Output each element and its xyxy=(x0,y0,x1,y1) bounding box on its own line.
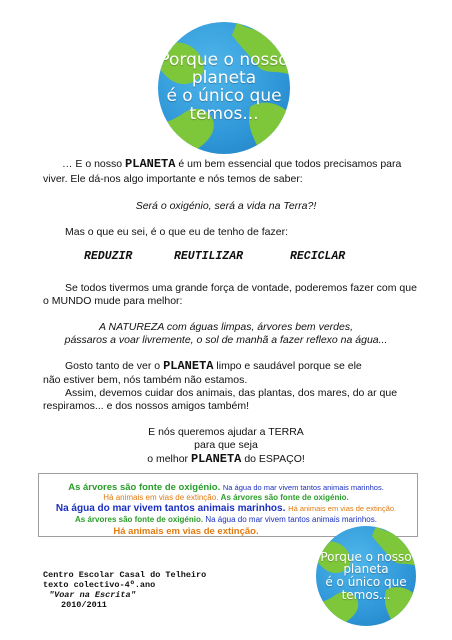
globe-line-3: é o único que xyxy=(166,86,282,106)
globe-caption xyxy=(158,22,290,154)
paragraph-1-line-2: viver. Ele dá-nos algo importante e nós temos de saber: xyxy=(43,173,303,185)
box-line-2 xyxy=(0,493,452,502)
question-line: Será o oxigénio, será a vida na Terra?! xyxy=(135,200,317,212)
globe-line-1: Porque o nosso xyxy=(159,50,289,71)
footer xyxy=(43,570,206,610)
closing-pre: o melhor xyxy=(147,453,189,465)
globe-line-2: planeta xyxy=(343,562,389,577)
paragraph-4-line-2: não estiver bem, nós também não estamos. xyxy=(43,374,248,386)
globe-logo-bottom xyxy=(316,526,416,626)
paragraph-3-line-1: Se todos tivermos uma grande força de vontade, poderemos fazer com que xyxy=(65,282,417,294)
box-line-1 xyxy=(0,482,452,493)
footer-project: "Voar na Escrita" xyxy=(49,590,136,600)
footer-text: texto colectivo-4º.ano xyxy=(43,580,156,590)
box-trees-text: As árvores são fonte de oxigénio. xyxy=(68,482,221,493)
vision-line-1: A NATUREZA com águas limpas, árvores bem verdes, xyxy=(98,321,354,333)
box-trees-text: As árvores são fonte de oxigénio. xyxy=(75,515,204,524)
planeta-word: PLANETA xyxy=(163,359,214,373)
box-extinct-text: Há animais em vias de extinção. xyxy=(113,526,259,537)
paragraph-4-line-1 xyxy=(65,360,362,373)
globe-logo-top xyxy=(158,22,290,154)
paragraph-3-line-2: o MUNDO mude para melhor: xyxy=(43,295,183,307)
globe-line-3: é o único que xyxy=(325,575,407,589)
intro-line: Mas o que eu sei, é o que eu de tenho de fazer: xyxy=(65,226,288,238)
planeta-word: PLANETA xyxy=(125,157,176,171)
verb-reduzir: REDUZIR xyxy=(84,250,133,263)
para1-rest: é um bem essencial que todos precisamos para xyxy=(178,158,402,170)
box-sea-text: Na água do mar vivem tantos animais marinhos. xyxy=(205,515,377,524)
box-sea-text: Na água do mar vivem tantos animais marinhos. xyxy=(222,483,384,492)
box-extinct-text: Há animais em vias de extinção. xyxy=(288,504,397,513)
globe-line-1: Porque o nosso xyxy=(320,549,412,564)
box-line-4 xyxy=(0,515,452,524)
paragraph-4-line-3: Assim, devemos cuidar dos animais, das plantas, dos mares, do ar que xyxy=(65,387,398,399)
globe-line-4: temos... xyxy=(189,103,259,124)
closing-post: do ESPAÇO! xyxy=(244,453,305,465)
para1-lead: … E o nosso xyxy=(62,158,123,170)
box-line-3 xyxy=(0,503,452,514)
paragraph-1-line-1 xyxy=(62,158,401,171)
closing-line-1: E nós queremos ajudar a TERRA xyxy=(148,426,304,438)
para4-lead: Gosto tanto de ver o xyxy=(65,360,161,372)
box-sea-text: Na água do mar vivem tantos animais marinhos. xyxy=(55,503,286,514)
verb-reciclar: RECICLAR xyxy=(290,250,346,263)
planeta-word: PLANETA xyxy=(190,452,242,466)
paragraph-4-line-4: respiramos... e dos nossos amigos também! xyxy=(43,400,250,412)
para4-rest: limpo e saudável porque se ele xyxy=(216,360,362,372)
box-trees-text: As árvores são fonte de oxigénio. xyxy=(220,493,349,502)
vision-line-2: pássaros a voar livremente, o sol de manhã a fazer reflexo na água... xyxy=(64,334,388,346)
closing-line-2: para que seja xyxy=(194,439,258,451)
globe-line-4: temos... xyxy=(341,587,391,602)
globe-line-2: planeta xyxy=(191,68,257,89)
footer-school: Centro Escolar Casal do Telheiro xyxy=(43,570,207,580)
verb-reutilizar: REUTILIZAR xyxy=(174,250,244,263)
footer-year: 2010/2011 xyxy=(61,600,107,610)
globe-caption xyxy=(316,526,416,626)
box-extinct-text: Há animais em vias de extinção. xyxy=(103,493,219,502)
closing-line-3 xyxy=(0,453,452,466)
